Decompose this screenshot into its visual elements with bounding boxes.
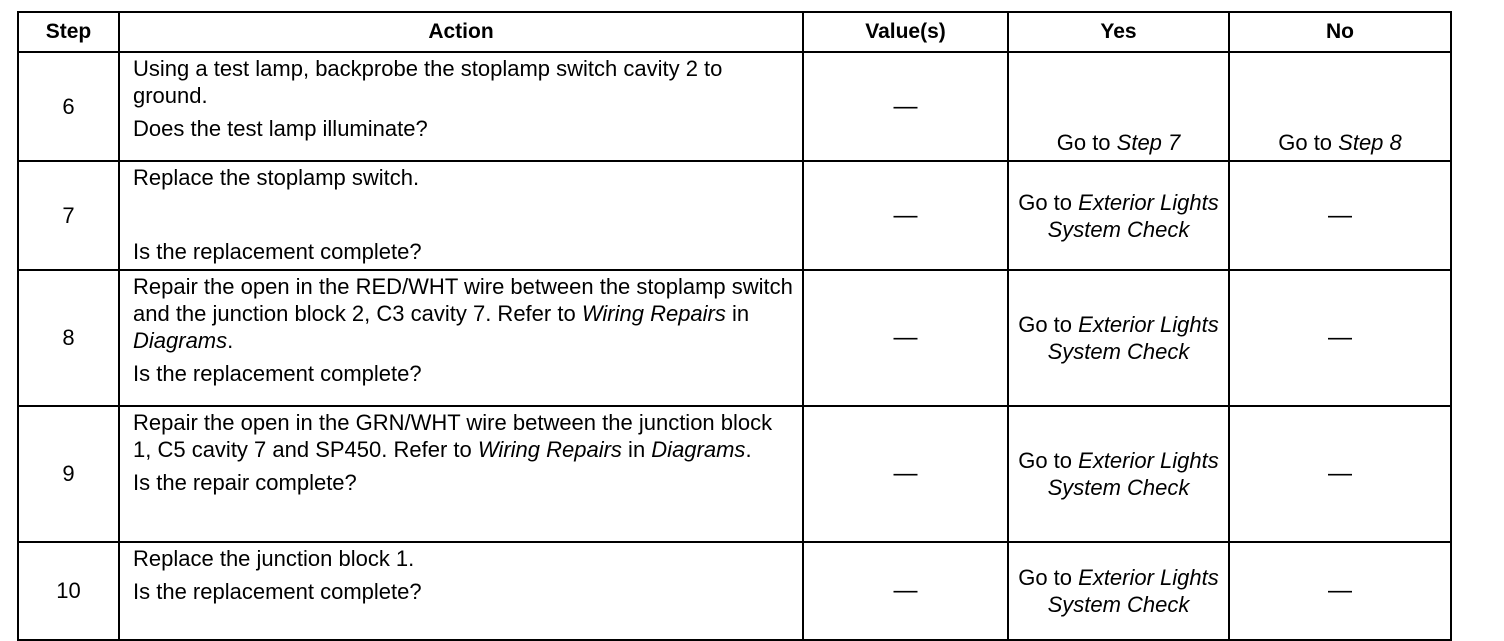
yes-prefix: Go to <box>1018 312 1079 337</box>
header-row <box>18 12 1451 52</box>
action-text: Repair the open in the GRN/WHT wire between the junction block 1, C5 cavity 7 and SP450. Refer to Wiring Repairs in Diagrams. <box>133 410 773 462</box>
yes-cell <box>1008 542 1229 640</box>
yes-cell <box>1008 406 1229 542</box>
step-number: 7 <box>18 161 119 270</box>
step-number: 9 <box>18 406 119 542</box>
header-step: Step <box>18 12 119 52</box>
action-question: Is the replacement complete? <box>133 239 422 264</box>
yes-link[interactable]: Exterior Lights System Check <box>1047 189 1219 242</box>
no-cell: — <box>1229 542 1451 640</box>
values-cell: — <box>803 52 1008 161</box>
action-cell <box>119 270 803 406</box>
step-number: 8 <box>18 270 119 406</box>
yes-prefix: Go to <box>1056 130 1117 155</box>
step-number: 6 <box>18 52 119 161</box>
action-text: Repair the open in the RED/WHT wire between the stoplamp switch and the junction block 2, C3 cavity 7. Refer to Wiring Repairs in Diagrams. <box>133 274 793 353</box>
action-question: Is the replacement complete? <box>133 579 422 604</box>
diagnostic-table <box>17 11 1452 641</box>
action-text: Replace the stoplamp switch. <box>133 165 420 190</box>
no-link[interactable]: Step 8 <box>1338 130 1402 155</box>
yes-cell <box>1008 161 1229 270</box>
yes-link[interactable]: Exterior Lights System Check <box>1047 565 1219 617</box>
diagrams-link[interactable]: Diagrams <box>651 437 746 462</box>
action-question: Does the test lamp illuminate? <box>133 116 428 141</box>
action-cell <box>119 406 803 542</box>
action-cell <box>119 542 803 640</box>
yes-prefix: Go to <box>1018 189 1079 215</box>
values-cell: — <box>803 161 1008 270</box>
values-cell: — <box>803 406 1008 542</box>
values-cell: — <box>803 542 1008 640</box>
action-text: Replace the junction block 1. <box>133 546 415 571</box>
table-row <box>18 542 1451 640</box>
wiring-repairs-link[interactable]: Wiring Repairs <box>477 437 622 462</box>
no-cell <box>1229 52 1451 161</box>
action-cell <box>119 161 803 270</box>
yes-cell <box>1008 52 1229 161</box>
table-row <box>18 52 1451 161</box>
yes-cell <box>1008 270 1229 406</box>
header-no: No <box>1229 12 1451 52</box>
table-row <box>18 270 1451 406</box>
header-values: Value(s) <box>803 12 1008 52</box>
no-cell: — <box>1229 406 1451 542</box>
yes-prefix: Go to <box>1018 448 1079 473</box>
yes-link[interactable]: Exterior Lights System Check <box>1047 448 1219 500</box>
step-number: 10 <box>18 542 119 640</box>
action-cell <box>119 52 803 161</box>
header-action: Action <box>119 12 803 52</box>
header-yes: Yes <box>1008 12 1229 52</box>
action-question: Is the repair complete? <box>133 470 357 495</box>
no-prefix: Go to <box>1278 130 1339 155</box>
table-row <box>18 406 1451 542</box>
wiring-repairs-link[interactable]: Wiring Repairs <box>581 301 726 326</box>
table-row <box>18 161 1451 270</box>
values-cell: — <box>803 270 1008 406</box>
action-question: Is the replacement complete? <box>133 361 422 386</box>
diagrams-link[interactable]: Diagrams <box>133 328 228 353</box>
yes-prefix: Go to <box>1018 565 1079 590</box>
yes-link[interactable]: Exterior Lights System Check <box>1047 312 1219 364</box>
action-text: Using a test lamp, backprobe the stoplamp switch cavity 2 to ground. <box>133 56 723 108</box>
no-cell: — <box>1229 161 1451 270</box>
yes-link[interactable]: Step 7 <box>1116 130 1181 155</box>
no-cell: — <box>1229 270 1451 406</box>
